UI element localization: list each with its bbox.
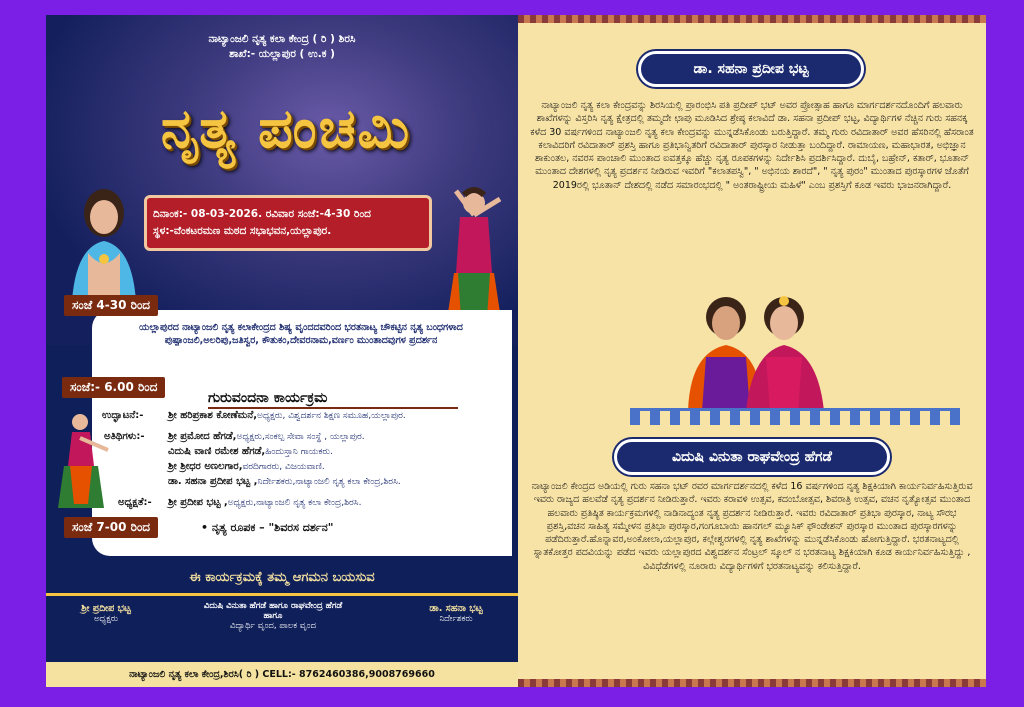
- event-date: ದಿನಾಂಕ:- 08-03-2026. ರವಿವಾರ ಸಂಜೆ:-4-30 ರಿಂದ: [153, 208, 371, 220]
- bio1-name-banner: ಡಾ. ಸಹನಾ ಪ್ರದೀಪ ಭಟ್ಟ: [638, 51, 864, 87]
- guests-label: ಅತಿಥಿಗಳು:-: [104, 431, 145, 442]
- session3-description: • ನೃತ್ಯ ರೂಪಕ – "ಶಿವರಸ ದರ್ಶನ": [201, 521, 334, 534]
- biography-panel: [518, 15, 986, 687]
- inauguration-entry: ಶ್ರೀ ಹರಿಪ್ರಕಾಶ ಕೋಣೆಮನೆ,ಅಧ್ಯಕ್ಷರು, ವಿಶ್ವದರ್ಶನ ಶಿಕ್ಷಣ ಸಮೂಹ,ಯಲ್ಲಾಪುರ.: [168, 410, 406, 421]
- org-branch: ಶಾಖೆ:- ಯಲ್ಲಾಪುರ ( ಉ.ಕ ): [229, 48, 335, 60]
- guest-entry: ಡಾ. ಸಹನಾ ಪ್ರದೀಪ ಭಟ್ಟ ,ನಿರ್ದೇಶಕರು,ನಾಟ್ಯಾಂಜಲಿ ನೃತ್ಯ ಕಲಾ ಕೇಂದ್ರ,ಶಿರಸಿ.: [168, 476, 401, 487]
- guest-entry: ವಿದುಷಿ ವಾಣಿ ರಮೇಶ ಹೆಗಡೆ,ಹಿಂದುಸ್ತಾನಿ ಗಾಯಕರು.: [168, 446, 333, 457]
- event-poster: [46, 15, 518, 687]
- bio1-paragraph: ನಾಟ್ಯಾಂಜಲಿ ನೃತ್ಯ ಕಲಾ ಕೇಂದ್ರವನ್ನು ಶಿರಸಿಯಲ್ಲಿ ಪ್ರಾರಂಭಿಸಿ ಪತಿ ಪ್ರದೀಪ್ ಭಟ್ ಅವರ ಪ್ರೋತ್ಸಾಹ ಹಾಗೂ ಮಾರ್ಗದರ್ಶನದೊಂದಿಗೆ ಹಲವಾರು ಶಾಖೆಗಳನ್ನು ವಿಸ್ತರಿಸಿ ನೃತ್ಯ ಕ್ಷೇತ್ರದಲ್ಲಿ ತಮ್ಮದೇ ಛಾಪು ಮೂಡಿಸಿದ ಶ್ರೇಷ್ಠ ಕಲಾವಿದೆ ಡಾ. ಸಹನಾ ಪ್ರದೀಪ್ ಭಟ್ಟ, ವಿದ್ಯಾರ್ಥಿಗಳ ನೆಚ್ಚಿನ ಗುರು ಸಹನಕ್ಕ ಕಳೆದ 30 ವರ್ಷಗಳಿಂದ ನಾಟ್ಯಾಂಜಲಿ ನೃತ್ಯ ಕಲಾ ಕೇಂದ್ರವನ್ನು ಮುನ್ನಡೆಸಿಕೊಂಡು ಬರುತ್ತಿದ್ದಾರೆ. ತಮ್ಮ ಗುರು ರವಿದಾತಾರ್ ಅವರ ಹೆಸರಿನಲ್ಲಿ ಹೆಸರಾಂತ ಕಲಾವಿದರಿಗೆ ರವಿದಾತಾರ್ ಪ್ರಶಸ್ತಿ ಹಾಗೂ ಪ್ರತಿಭಾನ್ವಿತರಿಗೆ ರವಿದಾತಾರ್ ಪುರಸ್ಕಾರ ನೀಡುತ್ತಾ ಬಂದಿದ್ದಾರೆ. ರಾಮಾಯಣ, ಮಹಾಭಾರತ, ಅಭಿಜ್ಞಾನ ಶಾಕುಂತಲ, ನವರಸ ಪಾಂಚಾಲಿ ಮುಂತಾದ ಐವತ್ತಕ್ಕೂ ಹೆಚ್ಚು ನೃತ್ಯ ರೂಪಕಗಳನ್ನು ನಿರ್ದೇಶಿಸಿ ಪ್ರದರ್ಶಿಸಿದ್ದಾರೆ. ದುಬೈ, ಬಹ್ರೇನ್, ಕತಾರ್, ಭೂತಾನ್ ಮುಂತಾದ ದೇಶಗಳಲ್ಲಿ ನೃತ್ಯ ಪ್ರದರ್ಶನ ನೀಡಿರುವ ಇವರಿಗೆ "ಕಲಾತಪಸ್ವಿ", " ಅಭಿನಯ ಶಾರದೆ", " ನೃತ್ಯ ಪುರಂ" ಮುಂತಾದ ಪುರಸ್ಕಾರಗಳ ಜೊತೆಗೆ 2019ರಲ್ಲಿ ಭೂತಾನ್ ದೇಶದಲ್ಲಿ ನಡೆದ ಸಮಾರಂಭದಲ್ಲಿ " ಅಂತರಾಷ್ಟ್ರೀಯ ಮಹಿಳೆ" ಎಂಬ ಪ್ರಶಸ್ತಿಗೆ ಕೂಡ ಇವರು ಭಾಜನರಾಗಿದ್ದಾರೆ.: [530, 100, 974, 191]
- contact-bar: ನಾಟ್ಯಾಂಜಲಿ ನೃತ್ಯ ಕಲಾ ಕೇಂದ್ರ,ಶಿರಸಿ( ರಿ ) CELL:- 8762460386,9008769660: [46, 662, 518, 687]
- footer-divider: [46, 593, 518, 596]
- session1-description: ಯಲ್ಲಾಪುರದ ನಾಟ್ಯಾಂಜಲಿ ನೃತ್ಯ ಕಲಾಕೇಂದ್ರದ ಶಿಷ್ಯ ವೃಂದದವರಿಂದ ಭರತನಾಟ್ಯ ಚೌಕಟ್ಟಿನ ನೃತ್ಯ ಬಂಧಗಳಾದ ಪುಷ್ಪಾಂಜಲಿ,ಅಲರಿಪು,ಜತಿಸ್ವರ, ಕೌತುಕಂ,ದೇವರನಾಮ,ವರ್ಣಂ ಮುಂತಾದವುಗಳ ಪ್ರದರ್ಶನ: [139, 322, 463, 346]
- session1-time: ಸಂಜೆ 4-30 ರಿಂದ: [64, 295, 158, 316]
- divider: [208, 407, 458, 409]
- chair-entry: ಶ್ರೀ ಪ್ರದೀಪ ಭಟ್ಟ ,ಅಧ್ಯಕ್ಷರು,ನಾಟ್ಯಾಂಜಲಿ ನೃತ್ಯ ಕಲಾ ಕೇಂದ್ರ,ಶಿರಸಿ.: [168, 497, 362, 508]
- date-venue-box: [144, 195, 432, 251]
- bio2-name-banner: ವಿದುಷಿ ವಿನುತಾ ರಾಘವೇಂದ್ರ ಹೆಗಡೆ: [614, 439, 890, 475]
- bottom-border: [518, 679, 986, 687]
- signatory-hosts: ವಿದುಷಿ ವಿನುತಾ ಹೆಗಡೆ ಹಾಗೂ ರಾಘವೇಂದ್ರ ಹೆಗಡೆ ಹಾಗೂ ವಿದ್ಯಾರ್ಥಿ ವೃಂದ, ಪಾಲಕ ವೃಂದ: [203, 601, 343, 631]
- session3-time: ಸಂಜೆ 7-00 ರಿಂದ: [64, 517, 158, 538]
- guest-entry: ಶ್ರೀ ಶ್ರೀಧರ ಅಣಲಗಾರ,ವರದಿಗಾರರು, ವಿಜಯವಾಣಿ.: [168, 461, 325, 472]
- dancer-portrait-left: [58, 183, 150, 301]
- welcome-line: ಈ ಕಾರ್ಯಕ್ರಮಕ್ಕೆ ತಮ್ಮ ಆಗಮನ ಬಯಸುವ: [189, 570, 375, 585]
- guest-entry: ಶ್ರೀ ಪ್ರಮೋದ ಹೆಗಡೆ,ಅಧ್ಯಕ್ಷರು,ಸಂಕಲ್ಪ ಸೇವಾ ಸಂಸ್ಥೆ , ಯಲ್ಲಾಪುರ.: [168, 431, 365, 442]
- dancer-figure-small: [50, 410, 114, 510]
- org-name: ನಾಟ್ಯಾಂಜಲಿ ನೃತ್ಯ ಕಲಾ ಕೇಂದ್ರ ( ರಿ ) ಶಿರಸಿ: [208, 33, 356, 45]
- decorative-scallop: [630, 408, 960, 425]
- signatory-director: ಡಾ. ಸಹನಾ ಭಟ್ಟ ನಿರ್ದೇಶಕರು: [429, 603, 483, 624]
- signatory-president: ಶ್ರೀ ಪ್ರದೀಪ ಭಟ್ಟ ಅಧ್ಯಕ್ಷರು: [81, 603, 131, 624]
- top-border: [518, 15, 986, 23]
- chair-label: ಅಧ್ಯಕ್ಷತೆ:-: [118, 497, 152, 508]
- event-title: ನೃತ್ಯ ಪಂಚಮಿ: [160, 97, 412, 160]
- dancers-photo: [666, 287, 846, 411]
- bio2-paragraph: ನಾಟ್ಯಾಂಜಲಿ ಕೇಂದ್ರದ ಅಡಿಯಲ್ಲಿ ಗುರು ಸಹನಾ ಭಟ್ ರವರ ಮಾರ್ಗದರ್ಶನದಲ್ಲಿ ಕಳೆದ 16 ವರ್ಷಗಳಿಂದ ನೃತ್ಯ ಶಿಕ್ಷಕಿಯಾಗಿ ಕಾರ್ಯನಿರ್ವಹಿಸುತ್ತಿರುವ ಇವರು ರಾಜ್ಯದ ಹಲವೆಡೆ ನೃತ್ಯ ಪ್ರದರ್ಶನ ನೀಡಿರುತ್ತಾರೆ. ಇವರು ಕರಾವಳಿ ಉತ್ಸವ, ಕದಂಬೋತ್ಸವ, ಶಿವರಾತ್ರಿ ಉತ್ಸವ, ವಚನ ನೃತ್ಯೋತ್ಸವ ಮುಂತಾದ ಹಲವಾರು ಪ್ರತಿಷ್ಠಿತ ಕಾರ್ಯಕ್ರಮಗಳಲ್ಲಿ ನಾಡಿನಾದ್ಯಂತ ನೃತ್ಯ ಪ್ರದರ್ಶನ ನೀಡಿರುತ್ತಾರೆ. ಇವರು ರವಿದಾತಾರ್ ಪ್ರತಿಭಾ ಪುರಸ್ಕಾರ, ನಾಟ್ಯ ಸೌರಭ ಪ್ರಶಸ್ತಿ,ವಚನ ಸಾಹಿತ್ಯ ಸಮ್ಮೇಳನ ಪ್ರತಿಭಾ ಪುರಸ್ಕಾರ,ಗಂಗೂಬಾಯಿ ಹಾನಗಲ್ ಮ್ಯೂಸಿಕ್ ಫೌಂಡೇಶನ್ ಪುರಸ್ಕಾರ ಮುಂತಾದ ಪುರಸ್ಕಾರಗಳನ್ನು ಪಡೆದಿರುತ್ತಾರೆ.ಹೊನ್ನಾವರ,ಅಂಕೋಲಾ,ಯಲ್ಲಾಪುರ, ಕಲ್ಲೇಶ್ವರಗಳಲ್ಲಿ ನೃತ್ಯ ಶಾಖೆಗಳನ್ನು ಮುನ್ನಡೆಸಿಕೊಂಡು ಹೋಗುತ್ತಿದ್ದಾರೆ. ಭರತನಾಟ್ಯದಲ್ಲಿ ಸ್ನಾತಕೋತ್ತರ ಪದವಿಯನ್ನು ಪಡೆದ ಇವರು ಯಲ್ಲಾಪುರದ ವಿಶ್ವದರ್ಶನ ಸೆಂಟ್ರಲ್ ಸ್ಕೂಲ್ ನ ಭರತನಾಟ್ಯ ಶಿಕ್ಷಕಿಯಾಗಿ ಕೂಡ ಕಾರ್ಯನಿರ್ವಹಿಸುತ್ತಿದ್ದು , ವಿವಿಧೆಡೆಗಳಲ್ಲಿ ನೂರಾರು ವಿದ್ಯಾರ್ಥಿಗಳಿಗೆ ಭರತನಾಟ್ಯವನ್ನು ಕಲಿಸುತ್ತಿದ್ದಾರೆ.: [531, 481, 973, 572]
- session2-time: ಸಂಜೆ:- 6.00 ರಿಂದ: [62, 377, 165, 398]
- inauguration-label: ಉದ್ಘಾಟನೆ:-: [102, 410, 144, 421]
- event-venue: ಸ್ಥಳ:-ವೆಂಕಟರಮಣ ಮಠದ ಸಭಾಭವನ,ಯಲ್ಲಾಪುರ.: [153, 225, 332, 237]
- session2-title: ಗುರುವಂದನಾ ಕಾರ್ಯಕ್ರಮ: [208, 390, 328, 406]
